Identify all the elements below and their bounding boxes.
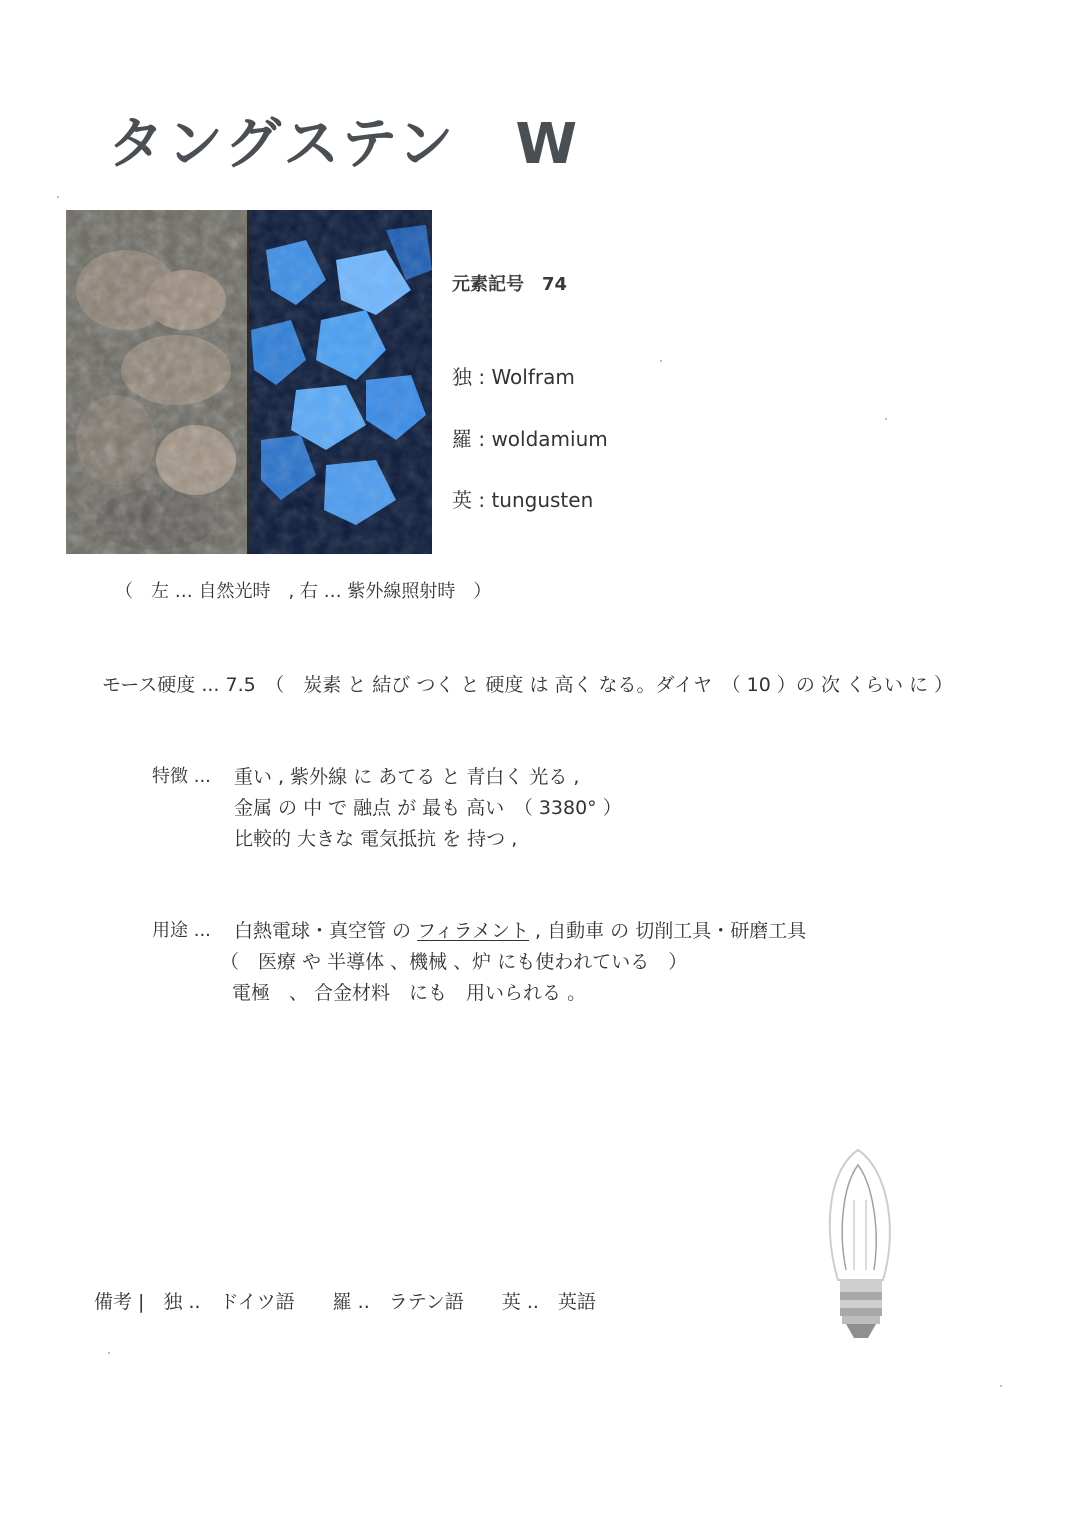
uses-line-1-end: , 自動車 の 切削工具・研磨工具 — [529, 920, 807, 942]
name-english: 英 : tungusten — [452, 488, 594, 512]
feature-line-3: 比較的 大きな 電気抵抗 を 持つ , — [234, 828, 518, 850]
uses-line-3: 電極 、 合金材料 にも 用いられる 。 — [232, 982, 587, 1004]
name-latin: 羅 : woldamium — [452, 427, 608, 451]
features-label: 特徴 ... — [152, 766, 211, 787]
uses-label: 用途 ... — [152, 920, 211, 941]
scan-speck — [108, 1352, 110, 1354]
feature-line-2: 金属 の 中 で 融点 が 最も 高い （ 3380° ） — [234, 797, 622, 819]
notes-legend: 備考 | 独 .. ドイツ語 羅 .. ラテン語 英 .. 英語 — [94, 1291, 596, 1313]
page-title: タングステン W — [108, 112, 581, 177]
atomic-number: 元素記号 74 — [452, 274, 568, 295]
filament-underlined: フィラメント — [417, 920, 530, 942]
scan-speck — [660, 360, 662, 362]
scan-speck — [885, 418, 887, 420]
light-bulb-icon — [818, 1140, 908, 1350]
scan-speck — [1000, 1385, 1002, 1387]
tungsten-mineral-photo — [66, 210, 432, 554]
scan-speck — [57, 196, 59, 198]
mineral-photo-image — [66, 210, 432, 554]
feature-line-1: 重い , 紫外線 に あてる と 青白く 光る , — [234, 766, 580, 788]
uses-line-1-start: 白熱電球・真空管 の — [234, 920, 418, 942]
photo-caption: （ 左 … 自然光時 , 右 … 紫外線照射時 ） — [115, 581, 492, 602]
mohs-hardness: モース硬度 ... 7.5 （ 炭素 と 結び つく と 硬度 は 高く なる。ダイヤ （ 10 ）の 次 くらい に ） — [102, 674, 954, 696]
name-german: 独 : Wolfram — [452, 365, 575, 389]
uses-line-1 — [234, 916, 806, 943]
uses-line-2: （ 医療 や 半導体 、機械 、炉 にも使われている ） — [220, 951, 688, 973]
